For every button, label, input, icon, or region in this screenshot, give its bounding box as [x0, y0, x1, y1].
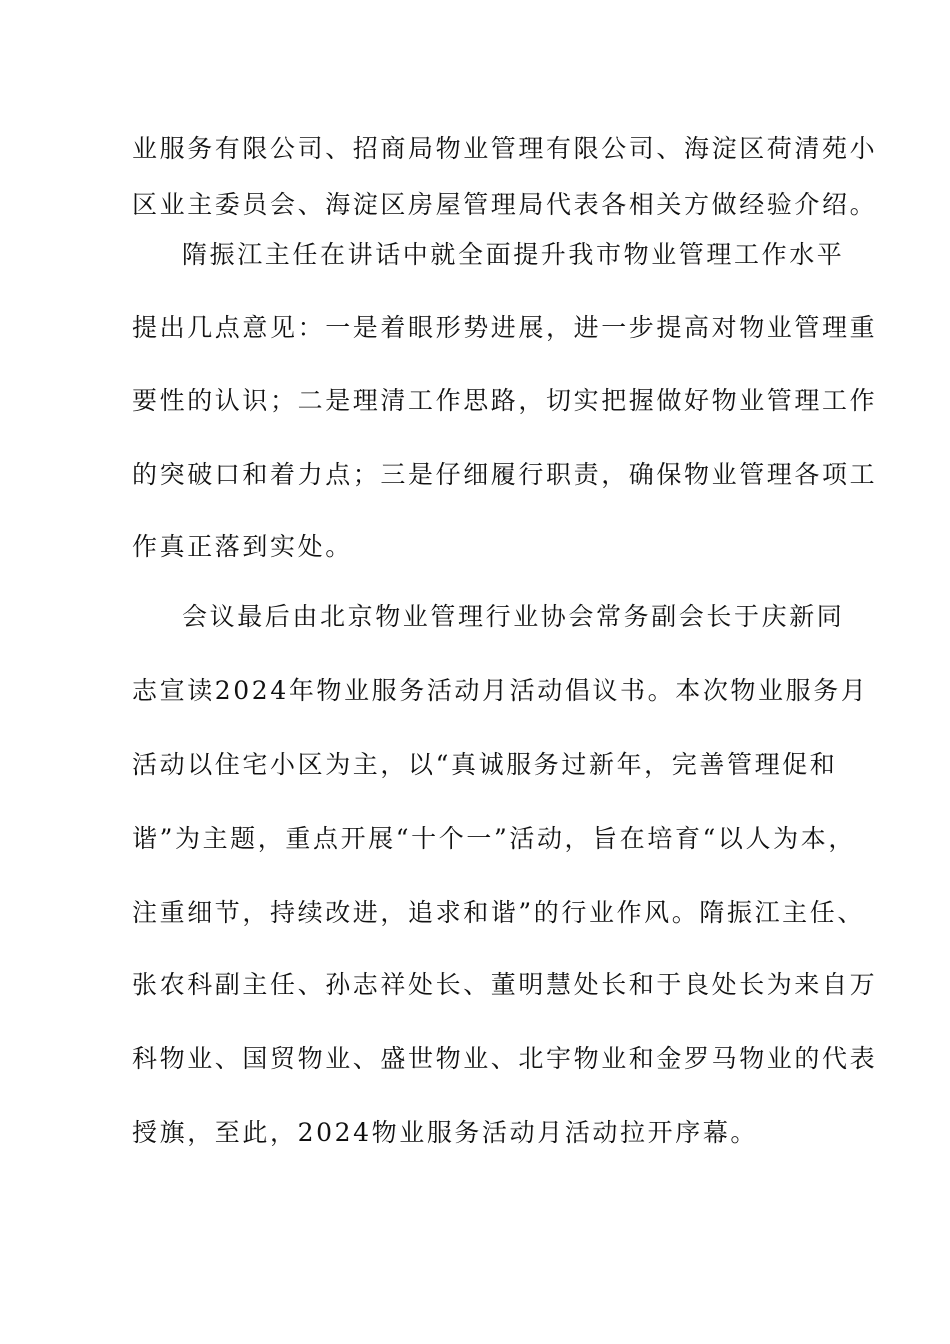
- paragraph-3-line-6: 张农科副主任、孙志祥处长、董明慧处长和于良处长为来自万: [132, 970, 878, 999]
- paragraph-2-line-4: 的突破口和着力点；三是仔细履行职责，确保物业管理各项工: [132, 460, 878, 489]
- paragraph-2-line-3: 要性的认识；二是理清工作思路，切实把握做好物业管理工作: [132, 386, 878, 415]
- paragraph-2-line-2: 提出几点意见：一是着眼形势进展，进一步提高对物业管理重: [132, 313, 878, 342]
- paragraph-3-line-5: 注重细节，持续改进，追求和谐”的行业作风。隋振江主任、: [132, 898, 865, 927]
- paragraph-3-line-1: 会议最后由北京物业管理行业协会常务副会长于庆新同: [182, 602, 845, 631]
- paragraph-3-line-2: 志宣读2024年物业服务活动月活动倡议书。本次物业服务月: [132, 676, 869, 705]
- paragraph-3-line-7: 科物业、国贸物业、盛世物业、北宇物业和金罗马物业的代表: [132, 1044, 878, 1073]
- paragraph-1-line-1: 业服务有限公司、招商局物业管理有限公司、海淀区荷清苑小: [132, 134, 878, 163]
- paragraph-3-line-8: 授旗，至此，2024物业服务活动月活动拉开序幕。: [132, 1118, 759, 1147]
- paragraph-3-line-4: 谐”为主题，重点开展“十个一”活动，旨在培育“以人为本，: [132, 824, 856, 853]
- paragraph-2-line-1: 隋振江主任在讲话中就全面提升我市物业管理工作水平: [182, 240, 845, 269]
- paragraph-1-line-2: 区业主委员会、海淀区房屋管理局代表各相关方做经验介绍。: [132, 190, 878, 219]
- paragraph-2-line-5: 作真正落到实处。: [132, 532, 353, 561]
- paragraph-3-line-3: 活动以住宅小区为主，以“真诚服务过新年，完善管理促和: [132, 750, 838, 779]
